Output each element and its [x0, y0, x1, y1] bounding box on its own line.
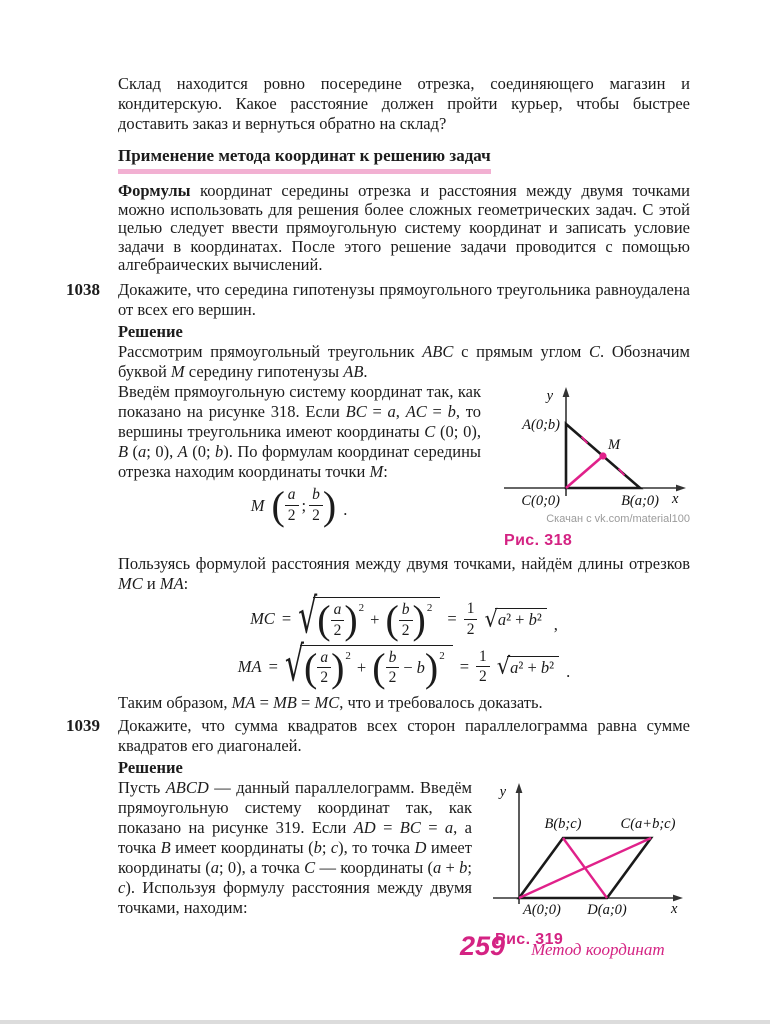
radical-icon: √ [284, 637, 305, 694]
page-bottom-edge [0, 1020, 770, 1024]
solution-label-1038: Решение [118, 321, 183, 341]
label-c: C(0;0) [521, 492, 560, 509]
footer-section-title: Метод координат [531, 940, 665, 959]
label-a: A(0;0) [523, 902, 561, 918]
problem-1039 [66, 716, 690, 756]
label-d: D(a;0) [587, 902, 627, 918]
solution-1039-paragraph: Пусть ABCD — данный параллелограмм. Введём прямоугольную систему координат так, как показано на рисунке 319. Если AD = BC = a, а точка B имеет координаты (b; c), то точка D имеет координаты (a; 0), а точка C — координаты (a + b; c). Используя формулу расстояния между двумя точками, находим: [118, 778, 472, 917]
label-x: x [672, 490, 679, 507]
distance-paragraph: Пользуясь формулой расстояния между двумя точками, найдём длины отрезков MC и MA: [118, 554, 690, 593]
label-y: y [546, 387, 553, 404]
tick-am [582, 436, 588, 443]
formula-mc: MC = √ ( $\frac{a}{2}$ ) 2 + ( $\frac{b}{2}$ ) 2 = $\frac{1}{2}$ √ a² + b² , [250, 589, 558, 646]
figure-318-drawing [494, 384, 690, 510]
formula-m-name: M [250, 495, 265, 515]
formulas-paragraph [118, 182, 690, 275]
section-heading-text: Применение метода координат к решению задач [118, 143, 491, 174]
watermark: Скачан с vk.com/material100 [546, 512, 690, 525]
label-a: A(0;b) [522, 416, 560, 433]
y-axis-arrow-icon [563, 387, 570, 397]
formulas-rest: координат середины отрезка и расстояния между двумя точками можно использовать для решения более сложных геометрических задач. С этой целью следует ввести прямоугольную систему координат и записать условие задачи в координатах. После этого решение задачи проводится с помощью алгебраических вычислений. [118, 181, 690, 274]
figure-318 [494, 384, 690, 551]
conclusion-paragraph: Таким образом, MA = MB = MC, что и требовалось доказать. [118, 693, 543, 713]
solution-1038-paragraph-1: Рассмотрим прямоугольный треугольник ABC с прямым углом C. Обозначим буквой M середину гипотенузы AB. [118, 341, 690, 381]
label-c: C(a+b;c) [620, 816, 676, 832]
section-top [66, 74, 690, 553]
problem-1039-statement: Докажите, что сумма квадратов всех сторон параллелограмма равна сумме квадратов его диагоналей. [118, 716, 690, 755]
formula-midpoint: M ( $\frac{a}{2}$ ; $\frac{b}{2}$ ) . [250, 482, 348, 528]
radical-icon: √ [496, 653, 511, 680]
problem-1038-statement: Докажите, что середина гипотенузы прямоугольного треугольника равноудалена от всех его вершин. [118, 279, 690, 319]
label-b: B(a;0) [621, 492, 659, 509]
figure-319-caption: Рис. 319 [495, 931, 564, 948]
radical-icon: √ [484, 605, 498, 632]
midpoint-dot [599, 452, 606, 459]
median-cm [566, 456, 603, 488]
radical-icon: √ [298, 589, 318, 646]
problem-1038 [66, 279, 690, 320]
section-1039 [66, 716, 690, 952]
section-distance-formulas [118, 554, 690, 713]
diagonal-bd [563, 838, 607, 898]
tick-mb [619, 468, 625, 475]
page-footer [460, 931, 665, 961]
section-heading [118, 143, 690, 174]
figure-319 [485, 780, 690, 950]
figure-318-caption: Рис. 318 [504, 531, 573, 549]
formula-ma: MA = √ ( $\frac{a}{2}$ ) 2 + ( $\frac{b}{2}$ − b ) 2 = $\frac{1}{2}$ √ a² + b² . [237, 637, 571, 694]
label-y: y [499, 784, 506, 800]
wrap-zone-1039 [118, 778, 690, 952]
figure-319-drawing [485, 780, 690, 920]
intro-paragraph: Склад находится ровно посередине отрезка, соединяющего магазин и кондитерскую. Какое расстояние должен пройти курьер, чтобы быстрее доставить заказ и вернуться обратно на склад? [118, 74, 690, 133]
problem-1039-number: 1039 [66, 716, 100, 735]
label-m: M [608, 436, 621, 453]
solution-label-1039: Решение [118, 758, 183, 777]
solution-1038-paragraph-2: Введём прямоугольную систему координат так, как показано на рисунке 318. Если BC = a, AC = b, то вершины треугольника имеют координаты C (0; 0), B (a; 0), A (0; b). По формулам координат середины отрезка находим координаты точки M: [118, 381, 482, 481]
wrap-zone-1038 [118, 382, 690, 553]
formulas-lead: Формулы [118, 181, 191, 200]
problem-1038-number: 1038 [66, 279, 100, 299]
page-number: 259 [460, 931, 506, 961]
label-x: x [671, 901, 678, 917]
y-axis-arrow-icon [516, 783, 523, 793]
label-b: B(b;c) [544, 816, 582, 832]
